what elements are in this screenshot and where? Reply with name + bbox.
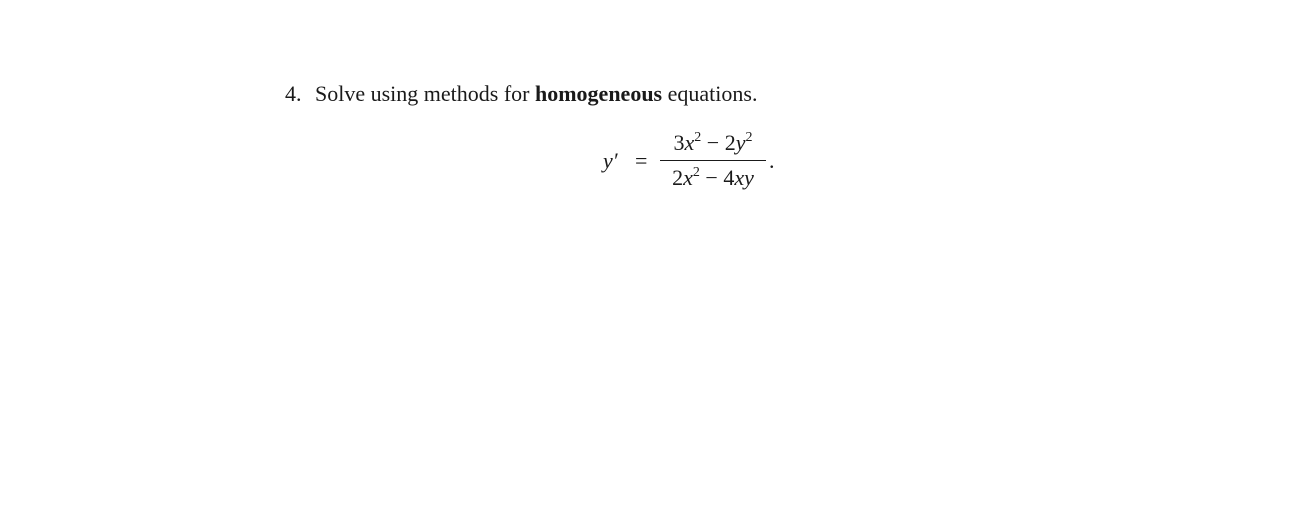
equation-period: . xyxy=(769,148,775,173)
fraction-bar xyxy=(660,160,766,161)
fraction-denominator: $2x^2 - 4xy$ xyxy=(672,165,754,191)
fraction-numerator: $3x^2 - 2y^2$ xyxy=(673,130,753,155)
problem-text-before: Solve using methods for xyxy=(315,81,530,106)
equals-sign: = xyxy=(635,148,648,173)
problem-text-bold: homogeneous xyxy=(535,81,663,106)
problem-statement xyxy=(285,80,757,108)
problem-number: 4. xyxy=(285,81,302,106)
fraction xyxy=(660,128,766,193)
problem-text-after: equations. xyxy=(667,81,758,106)
equation-lhs: y′ xyxy=(603,148,618,173)
